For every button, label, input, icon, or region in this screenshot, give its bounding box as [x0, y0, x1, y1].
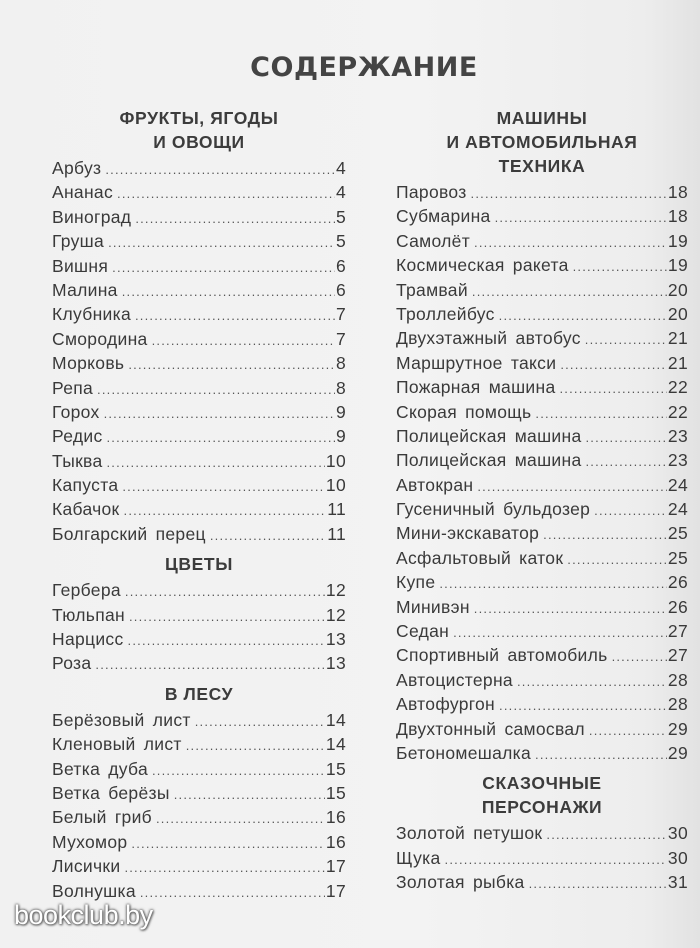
toc-entry-page-number: 13: [325, 629, 346, 650]
toc-entry: [52, 605, 346, 629]
toc-entry: [396, 523, 688, 547]
toc-entry: [52, 353, 346, 377]
toc-entry-page-number: 14: [325, 709, 346, 730]
toc-entry-label: Полицейская машина: [396, 450, 582, 471]
toc-entry-page-number: 27: [667, 645, 688, 666]
toc-entry-label: Бетономешалка: [396, 742, 532, 763]
dot-leader: [589, 723, 667, 738]
toc-entry-page-number: 12: [325, 580, 346, 601]
toc-entry-label: Минивэн: [396, 596, 470, 617]
toc-entry-label: Ветка берёзы: [52, 782, 170, 803]
toc-entry: [52, 807, 346, 831]
toc-entry-page-number: 29: [667, 742, 688, 763]
toc-entry-label: Роза: [52, 653, 92, 674]
toc-entry-label: Берёзовый лист: [52, 709, 191, 730]
toc-entry-label: Смородина: [52, 328, 148, 349]
toc-entry-page-number: 11: [327, 523, 346, 544]
toc-entry-label: Купе: [396, 572, 436, 593]
toc-entry-page-number: 22: [667, 377, 688, 398]
toc-entry: [52, 402, 346, 426]
toc-entry-page-number: 4: [335, 158, 346, 178]
dot-leader: [453, 625, 667, 640]
toc-right-column: [396, 106, 688, 897]
toc-entry-page-number: 5: [335, 206, 346, 227]
toc-entry: [396, 823, 688, 847]
dot-leader: [474, 601, 667, 616]
toc-entry: [52, 856, 346, 880]
dot-leader: [122, 284, 335, 299]
toc-entry-page-number: 21: [667, 328, 688, 349]
toc-entry-page-number: 13: [325, 653, 346, 674]
toc-entry-label: Белый гриб: [52, 807, 152, 828]
toc-entry: [52, 475, 346, 499]
toc-entry-page-number: 24: [667, 474, 688, 495]
toc-entry-label: Маршрутное такси: [396, 352, 557, 373]
toc-entry-label: Болгарский перец: [52, 523, 206, 544]
toc-entry-label: Кленовый лист: [52, 734, 182, 755]
toc-entry-label: Редис: [52, 426, 103, 447]
toc-entry-label: Мини-экскаватор: [396, 523, 540, 544]
toc-entry-page-number: 28: [667, 694, 688, 715]
toc-entry-page-number: 24: [667, 499, 688, 520]
toc-entry: [52, 524, 346, 548]
toc-entry: [52, 653, 346, 677]
dot-leader: [135, 211, 335, 226]
toc-entry-label: Малина: [52, 279, 118, 300]
toc-entry: [396, 621, 688, 645]
page-title: СОДЕРЖАНИЕ: [250, 52, 478, 84]
toc-section-list: [52, 710, 346, 905]
toc-entry: [396, 280, 688, 304]
toc-entry-label: Горох: [52, 401, 100, 422]
toc-entry: [52, 329, 346, 353]
dot-leader: [543, 527, 667, 542]
dot-leader: [128, 357, 335, 372]
toc-entry: [396, 182, 688, 206]
toc-entry-label: Лисички: [52, 856, 121, 877]
toc-entry: [52, 734, 346, 758]
toc-entry-page-number: 18: [667, 206, 688, 227]
toc-entry: [396, 719, 688, 743]
dot-leader: [612, 649, 667, 664]
dot-leader: [186, 738, 325, 753]
toc-entry: [52, 280, 346, 304]
toc-entry-label: Клубника: [52, 304, 131, 325]
toc-entry-page-number: 5: [335, 231, 346, 252]
toc-entry-label: Гусеничный бульдозер: [396, 499, 591, 520]
dot-leader: [124, 503, 327, 518]
toc-entry: [396, 402, 688, 426]
dot-leader: [140, 885, 325, 900]
dot-leader: [560, 381, 667, 396]
toc-entry: [52, 426, 346, 450]
dot-leader: [97, 382, 335, 397]
toc-entry-label: Автофургон: [396, 694, 496, 715]
toc-entry: [52, 832, 346, 856]
toc-entry-label: Двухтонный самосвал: [396, 718, 585, 739]
toc-entry-page-number: 6: [335, 255, 346, 276]
toc-entry: [52, 783, 346, 807]
dot-leader: [529, 876, 667, 891]
toc-entry: [52, 710, 346, 734]
dot-leader: [585, 332, 667, 347]
dot-leader: [210, 528, 326, 543]
toc-entry-page-number: 19: [667, 255, 688, 276]
toc-entry-page-number: 23: [667, 425, 688, 446]
toc-entry: [396, 548, 688, 572]
toc-entry-page-number: 31: [667, 872, 688, 893]
section-title: ЦВЕТЫ: [165, 554, 233, 575]
toc-entry: [52, 158, 346, 182]
toc-entry-page-number: 28: [667, 669, 688, 690]
dot-leader: [125, 584, 325, 599]
toc-entry-page-number: 16: [325, 831, 346, 852]
toc-entry: [52, 207, 346, 231]
toc-entry-label: Морковь: [52, 353, 125, 374]
toc-entry-page-number: 22: [667, 401, 688, 422]
toc-entry-page-number: 8: [335, 377, 346, 398]
toc-entry: [396, 231, 688, 255]
dot-leader: [124, 860, 324, 875]
toc-entry: [396, 475, 688, 499]
toc-entry-label: Тюльпан: [52, 604, 125, 625]
toc-entry-page-number: 30: [667, 823, 688, 844]
toc-entry-label: Седан: [396, 621, 450, 642]
dot-leader: [104, 406, 335, 421]
dot-leader: [560, 357, 667, 372]
toc-entry-label: Паровоз: [396, 182, 467, 202]
dot-leader: [573, 259, 667, 274]
dot-leader: [174, 787, 325, 802]
dot-leader: [474, 235, 667, 250]
toc-entry: [52, 629, 346, 653]
toc-entry-page-number: 9: [335, 401, 346, 422]
toc-entry-label: Щука: [396, 847, 441, 868]
toc-entry-page-number: 19: [667, 230, 688, 251]
toc-entry-page-number: 15: [325, 782, 346, 803]
dot-leader: [108, 235, 335, 250]
toc-entry: [52, 304, 346, 328]
toc-entry-page-number: 15: [325, 758, 346, 779]
dot-leader: [535, 406, 667, 421]
dot-leader: [499, 308, 667, 323]
dot-leader: [95, 657, 325, 672]
toc-entry: [52, 759, 346, 783]
toc-entry-label: Пожарная машина: [396, 377, 556, 398]
dot-leader: [517, 674, 667, 689]
toc-entry: [396, 377, 688, 401]
dot-leader: [586, 454, 667, 469]
toc-entry-label: Ананас: [52, 182, 114, 203]
dot-leader: [499, 698, 667, 713]
toc-entry: [52, 451, 346, 475]
toc-entry-label: Трамвай: [396, 279, 468, 300]
toc-entry: [396, 255, 688, 279]
toc-entry-label: Скорая помощь: [396, 401, 532, 422]
dot-leader: [567, 552, 667, 567]
toc-left-column: [52, 106, 346, 905]
toc-entry-page-number: 4: [335, 182, 346, 203]
toc-entry-label: Кабачок: [52, 499, 120, 520]
section-title: МАШИНЫ И АВТОМОБИЛЬНАЯ ТЕХНИКА: [446, 108, 638, 176]
section-title: В ЛЕСУ: [164, 683, 234, 704]
toc-entry-page-number: 26: [667, 596, 688, 617]
dot-leader: [586, 430, 667, 445]
toc-entry: [396, 499, 688, 523]
dot-leader: [439, 576, 667, 591]
toc-entry-label: Гербера: [52, 580, 121, 601]
toc-entry-label: Космическая ракета: [396, 255, 569, 276]
toc-entry-label: Полицейская машина: [396, 425, 582, 446]
toc-entry-page-number: 23: [667, 450, 688, 471]
dot-leader: [107, 430, 335, 445]
dot-leader: [535, 747, 667, 762]
toc-entry-label: Мухомор: [52, 831, 128, 852]
toc-entry-label: Вишня: [52, 255, 109, 276]
toc-entry-label: Тыква: [52, 450, 103, 471]
dot-leader: [129, 609, 325, 624]
dot-leader: [131, 836, 325, 851]
dot-leader: [546, 827, 667, 842]
dot-leader: [152, 763, 325, 778]
toc-entry: [52, 231, 346, 255]
dot-leader: [152, 333, 335, 348]
toc-entry-label: Капуста: [52, 475, 119, 496]
toc-entry: [396, 426, 688, 450]
toc-entry-page-number: 20: [667, 303, 688, 324]
toc-entry-page-number: 6: [335, 279, 346, 300]
dot-leader: [445, 852, 667, 867]
dot-leader: [105, 162, 335, 177]
toc-entry-page-number: 16: [325, 807, 346, 828]
toc-entry-label: Субмарина: [396, 206, 491, 227]
dot-leader: [495, 210, 667, 225]
toc-entry: [396, 670, 688, 694]
toc-entry-page-number: 30: [667, 847, 688, 868]
toc-entry: [396, 450, 688, 474]
toc-entry-label: Автокран: [396, 474, 474, 495]
toc-section-list: [52, 158, 346, 548]
dot-leader: [477, 479, 667, 494]
toc-entry-page-number: 26: [667, 572, 688, 593]
toc-entry-label: Золотой петушок: [396, 823, 543, 844]
toc-entry-label: Двухэтажный автобус: [396, 328, 581, 349]
toc-section-list: [52, 580, 346, 678]
toc-entry-page-number: 8: [335, 353, 346, 374]
toc-entry-label: Арбуз: [52, 158, 102, 178]
toc-entry: [396, 572, 688, 596]
dot-leader: [135, 308, 335, 323]
toc-entry-label: Троллейбус: [396, 303, 495, 324]
dot-leader: [471, 186, 667, 201]
toc-entry: [396, 304, 688, 328]
toc-entry: [396, 872, 688, 896]
toc-entry-label: Спортивный автомобиль: [396, 645, 608, 666]
toc-entry-page-number: 7: [335, 304, 346, 325]
toc-entry-page-number: 11: [327, 499, 346, 520]
toc-entry-label: Автоцистерна: [396, 669, 513, 690]
toc-entry-page-number: 17: [325, 856, 346, 877]
toc-entry-page-number: 20: [667, 279, 688, 300]
toc-entry-label: Ветка дуба: [52, 758, 148, 779]
dot-leader: [156, 811, 325, 826]
watermark: bookclub.by: [14, 900, 153, 930]
toc-entry-page-number: 21: [667, 352, 688, 373]
toc-entry-label: Самолёт: [396, 230, 471, 251]
toc-entry: [52, 378, 346, 402]
dot-leader: [594, 503, 667, 518]
dot-leader: [472, 284, 667, 299]
toc-entry: [396, 597, 688, 621]
toc-entry: [52, 182, 346, 206]
toc-entry-label: Асфальтовый каток: [396, 547, 564, 568]
dot-leader: [117, 186, 335, 201]
dot-leader: [107, 455, 325, 470]
toc-entry-page-number: 12: [325, 604, 346, 625]
dot-leader: [195, 714, 325, 729]
toc-entry-page-number: 27: [667, 621, 688, 642]
toc-entry-page-number: 17: [325, 880, 346, 901]
toc-entry-page-number: 9: [335, 426, 346, 447]
toc-section-list: [396, 182, 688, 767]
toc-entry: [396, 645, 688, 669]
toc-entry: [396, 694, 688, 718]
toc-entry-label: Виноград: [52, 206, 132, 227]
toc-entry-page-number: 25: [667, 547, 688, 568]
toc-entry: [396, 328, 688, 352]
toc-entry: [396, 206, 688, 230]
toc-entry: [52, 580, 346, 604]
toc-entry: [396, 743, 688, 767]
toc-entry-label: Репа: [52, 377, 94, 398]
toc-entry-page-number: 25: [667, 523, 688, 544]
dot-leader: [128, 633, 325, 648]
toc-entry-page-number: 7: [335, 328, 346, 349]
dot-leader: [112, 260, 335, 275]
dot-leader: [122, 479, 325, 494]
toc-section-list: [396, 823, 688, 896]
toc-entry-page-number: 10: [325, 450, 346, 471]
section-title: ФРУКТЫ, ЯГОДЫ И ОВОЩИ: [119, 108, 279, 152]
toc-entry-label: Волнушка: [52, 880, 136, 901]
toc-entry: [396, 353, 688, 377]
section-title: СКАЗОЧНЫЕ ПЕРСОНАЖИ: [481, 773, 603, 818]
toc-entry: [52, 256, 346, 280]
toc-entry: [52, 499, 346, 523]
toc-entry-page-number: 29: [667, 718, 688, 739]
toc-entry-label: Нарцисс: [52, 629, 124, 650]
toc-entry-page-number: 18: [667, 182, 688, 202]
toc-entry-label: Золотая рыбка: [396, 872, 525, 893]
toc-entry-page-number: 14: [325, 734, 346, 755]
toc-entry: [396, 848, 688, 872]
toc-entry-page-number: 10: [325, 475, 346, 496]
toc-entry-label: Груша: [52, 231, 105, 252]
